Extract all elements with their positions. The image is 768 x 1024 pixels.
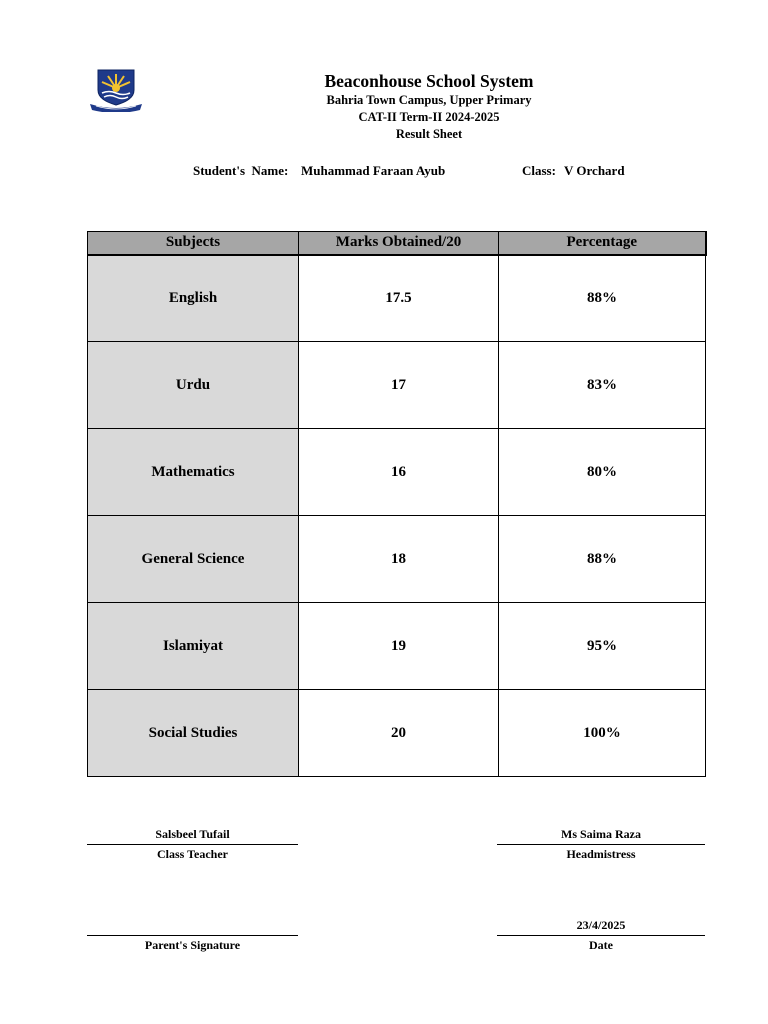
date-value: 23/4/2025	[497, 917, 705, 936]
subject-cell: Mathematics	[88, 429, 299, 516]
class-teacher-role: Class Teacher	[156, 847, 228, 861]
headmistress-name: Ms Saima Raza	[497, 826, 705, 845]
marks-cell: 17.5	[299, 255, 499, 342]
subject-cell: General Science	[88, 516, 299, 603]
parent-signature-line	[87, 917, 298, 936]
table-row	[88, 516, 706, 603]
marks-cell: 20	[299, 690, 499, 777]
table-row	[88, 603, 706, 690]
document-header	[0, 70, 768, 143]
percentage-cell: 80%	[499, 429, 706, 516]
table-row	[88, 255, 706, 342]
subject-cell: English	[88, 255, 299, 342]
headmistress-role: Headmistress	[566, 847, 636, 861]
student-name-label: Student's Name:	[193, 163, 289, 178]
table-row	[88, 342, 706, 429]
sheet-title: Result Sheet	[395, 127, 463, 141]
marks-cell: 16	[299, 429, 499, 516]
marks-cell: 18	[299, 516, 499, 603]
school-name: Beaconhouse School System	[324, 71, 534, 91]
subject-cell: Islamiyat	[88, 603, 299, 690]
parent-signature-label: Parent's Signature	[144, 938, 241, 952]
marks-cell: 19	[299, 603, 499, 690]
student-name: Muhammad Faraan Ayub	[301, 163, 446, 178]
percentage-cell: 83%	[499, 342, 706, 429]
header-marks: Marks Obtained/20	[299, 232, 499, 255]
subject-cell: Social Studies	[88, 690, 299, 777]
results-table	[87, 231, 707, 777]
date-field	[497, 917, 705, 953]
table-row	[88, 690, 706, 777]
header-percentage: Percentage	[499, 232, 706, 255]
campus-name: Bahria Town Campus, Upper Primary	[326, 93, 532, 107]
percentage-cell: 88%	[499, 255, 706, 342]
class-value: V Orchard	[564, 163, 625, 178]
percentage-cell: 95%	[499, 603, 706, 690]
table-row	[88, 429, 706, 516]
class-teacher-name: Salsbeel Tufail	[87, 826, 298, 845]
percentage-cell: 88%	[499, 516, 706, 603]
header-subjects: Subjects	[88, 232, 299, 255]
parent-signature	[87, 917, 298, 953]
term-title: CAT-II Term-II 2024-2025	[358, 110, 500, 124]
date-label: Date	[589, 938, 613, 952]
headmistress-signature	[497, 826, 705, 862]
percentage-cell: 100%	[499, 690, 706, 777]
table-header-row	[88, 232, 706, 255]
class-teacher-signature	[87, 826, 298, 862]
marks-cell: 17	[299, 342, 499, 429]
subject-cell: Urdu	[88, 342, 299, 429]
class-label: Class:	[522, 163, 556, 178]
